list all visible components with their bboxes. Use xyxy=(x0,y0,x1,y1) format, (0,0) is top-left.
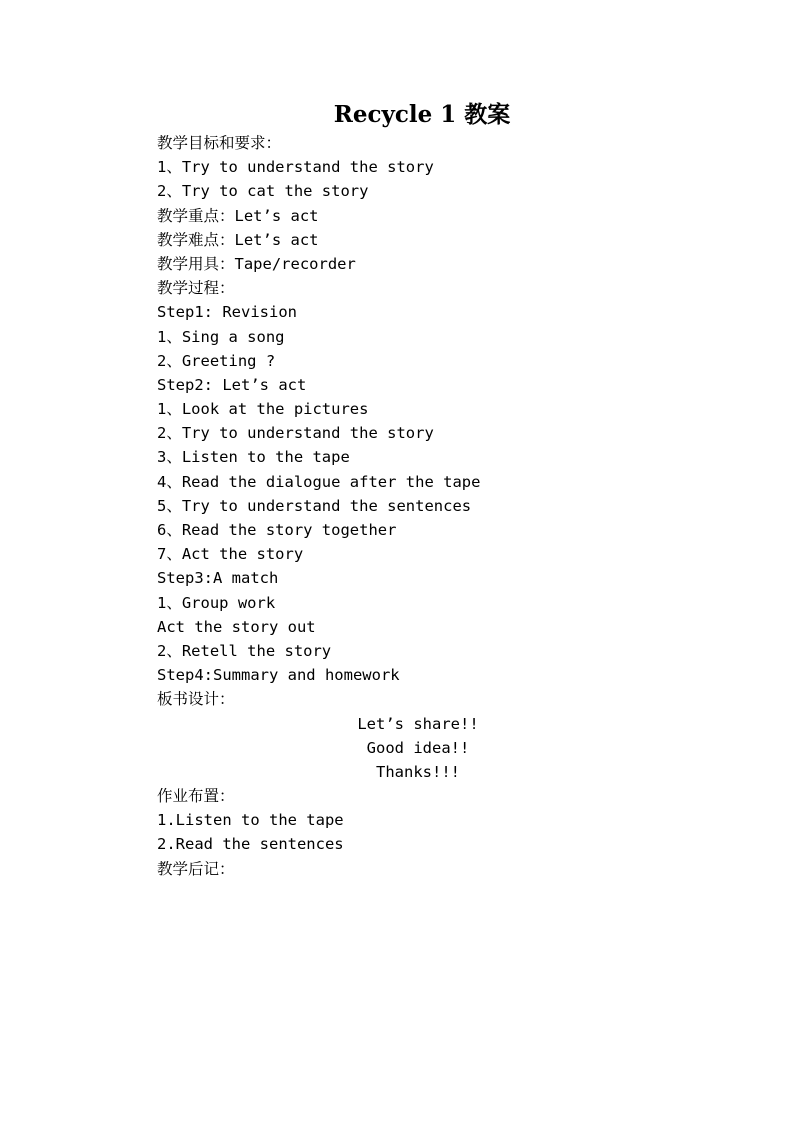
objective-item: 2、Try to cat the story xyxy=(157,182,369,201)
process-heading: 教学过程： xyxy=(157,279,235,298)
step-item: 1、Sing a song xyxy=(157,327,285,346)
board-design-heading: 板书设计： xyxy=(157,690,235,709)
board-line xyxy=(157,712,657,736)
key-point: 教学重点：Let’s act xyxy=(157,206,319,225)
step-item: 6、Read the story together xyxy=(157,521,397,539)
step-item: 2、Try to understand the story xyxy=(157,424,434,443)
teaching-aids: 教学用具：Tape/recorder xyxy=(157,254,356,273)
step-heading: Step2: Let’s act xyxy=(157,375,307,394)
objectives-heading: 教学目标和要求： xyxy=(157,134,282,152)
homework-heading: 作业布置： xyxy=(157,787,235,806)
step-item: 5、Try to understand the sentences xyxy=(157,496,472,515)
board-text: Thanks!!! xyxy=(376,762,460,781)
step-heading: Step3:A match xyxy=(157,569,279,588)
step-item: 4、Read the dialogue after the tape xyxy=(157,472,481,491)
step-item: 1、Look at the pictures xyxy=(157,400,369,419)
step-item: Act the story out xyxy=(157,617,316,636)
step-item: 2、Greeting ? xyxy=(157,351,276,370)
difficult-point: 教学难点：Let’s act xyxy=(157,230,319,249)
board-line xyxy=(157,736,657,760)
step-item: 2、Retell the story xyxy=(157,641,332,660)
board-text: Let’s share!! xyxy=(357,714,479,733)
lesson-plan-body xyxy=(157,131,657,881)
page-title: Recycle 1 教案 xyxy=(333,101,511,128)
step-item: 1、Group work xyxy=(157,593,276,612)
homework-item: 2.Read the sentences xyxy=(157,835,344,854)
step-item: 7、Act the story xyxy=(157,545,304,564)
step-item: 3、Listen to the tape xyxy=(157,448,350,467)
board-line xyxy=(157,760,657,784)
board-text: Good idea!! xyxy=(366,738,470,757)
homework-item: 1.Listen to the tape xyxy=(157,811,344,830)
reflection-heading: 教学后记： xyxy=(157,859,235,878)
step-heading: Step1: Revision xyxy=(157,303,297,322)
objective-item: 1、Try to understand the story xyxy=(157,158,434,177)
step-heading: Step4:Summary and homework xyxy=(157,666,400,685)
